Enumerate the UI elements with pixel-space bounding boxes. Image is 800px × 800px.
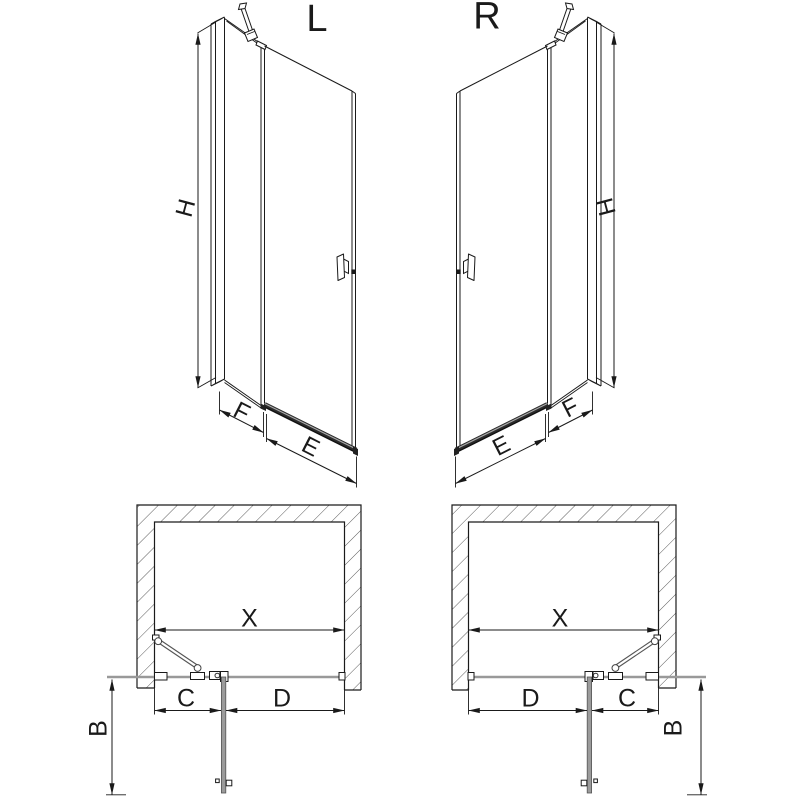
walls-hatched-left bbox=[137, 505, 361, 690]
dim-label-door-section-right: D bbox=[521, 684, 540, 713]
dim-label-opening-left: X bbox=[241, 604, 258, 633]
dim-label-door-width-right: E bbox=[488, 430, 515, 462]
dim-label-depth-right: B bbox=[659, 719, 688, 737]
3d-view-right bbox=[454, 0, 620, 488]
dim-label-fixed-section-left: C bbox=[176, 684, 196, 713]
dim-label-fixed-width-left: F bbox=[228, 396, 255, 428]
variant-label-right: R bbox=[473, 0, 501, 38]
dim-label-door-section-left: D bbox=[272, 684, 292, 713]
variant-label-left: L bbox=[306, 0, 328, 40]
dim-label-height-right: H bbox=[589, 195, 621, 219]
dim-label-fixed-width-right: F bbox=[557, 392, 584, 424]
dim-label-opening-right: X bbox=[551, 604, 569, 633]
dim-label-depth-left: B bbox=[84, 720, 113, 737]
plan-view-right bbox=[452, 505, 707, 795]
dim-label-fixed-section-right: C bbox=[617, 684, 637, 713]
3d-view-left bbox=[171, 0, 358, 488]
plan-view-left bbox=[85, 505, 362, 795]
dim-label-height-left: H bbox=[170, 196, 202, 220]
walls-hatched-right bbox=[452, 505, 676, 690]
dim-label-door-width-left: E bbox=[297, 431, 324, 463]
